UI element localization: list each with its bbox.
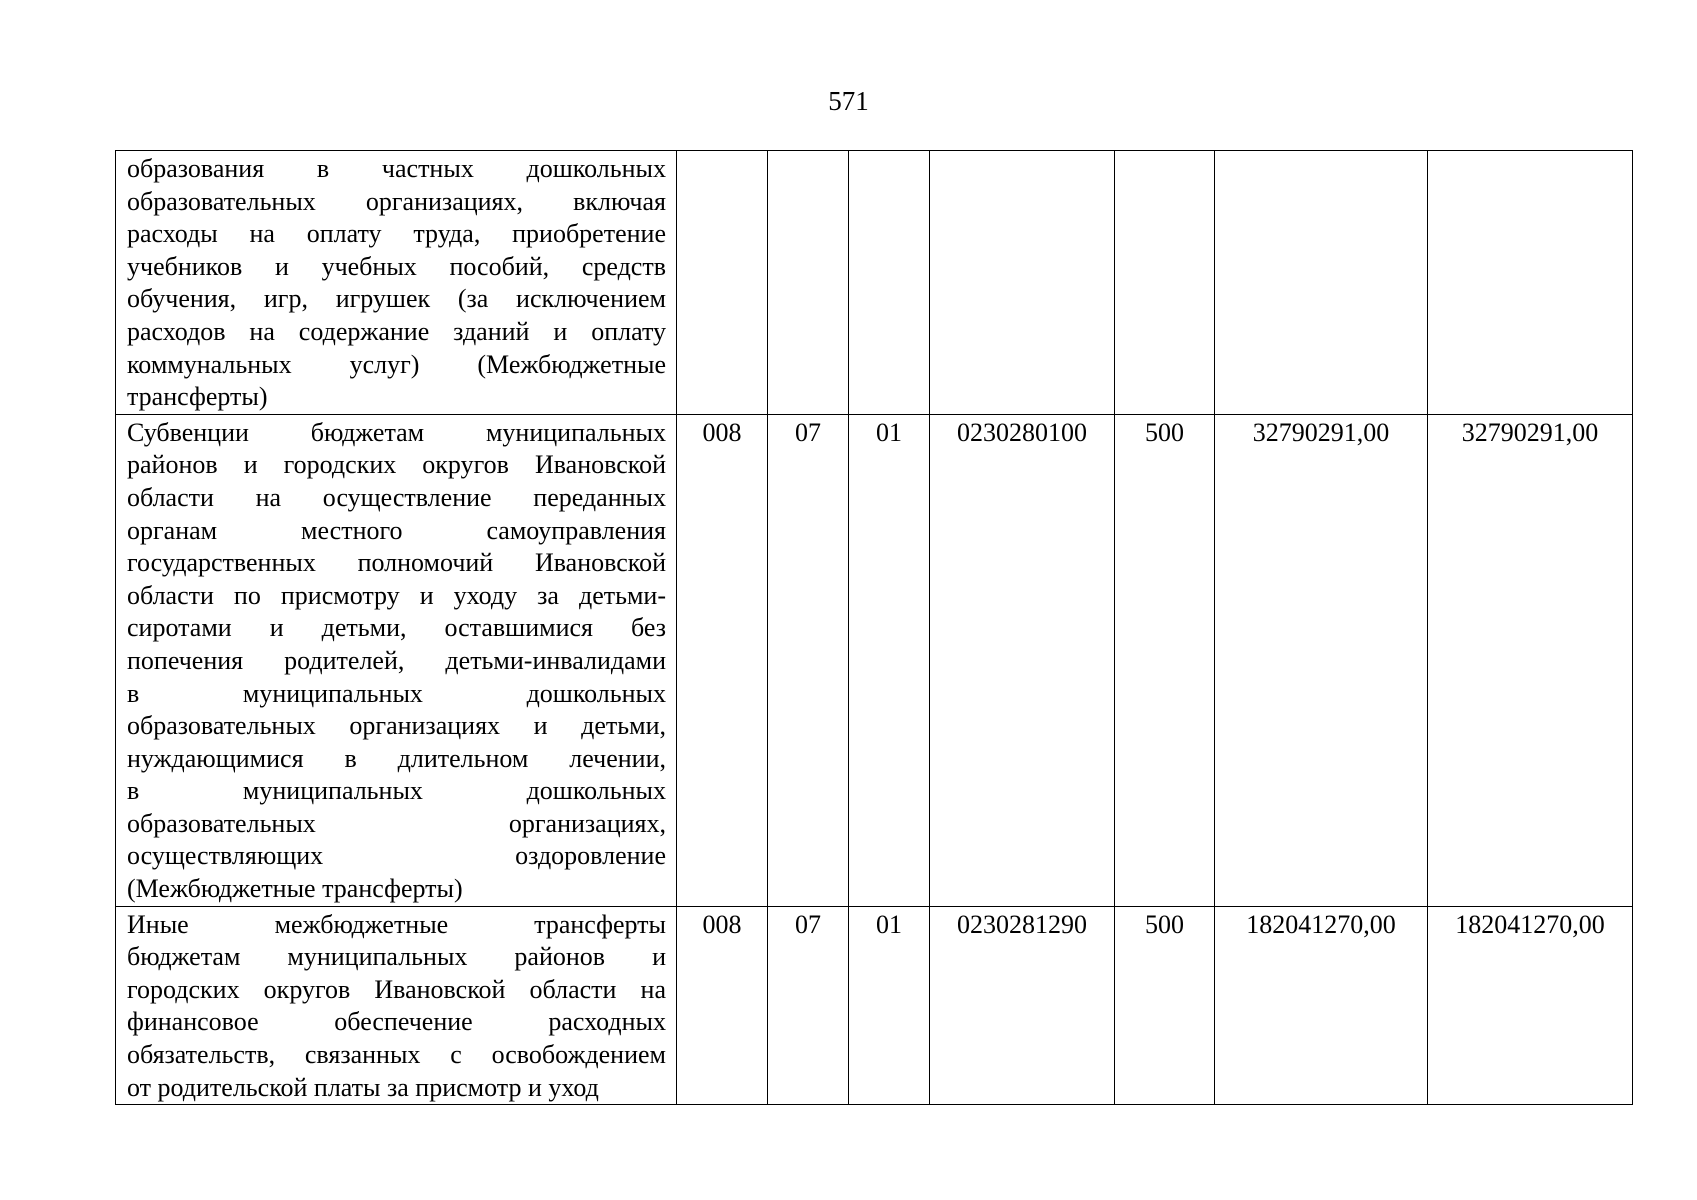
description-line: от родительской платы за присмотр и уход: [127, 1072, 599, 1102]
description-line: бюджетам муниципальных районов и: [127, 942, 666, 972]
description-line: области на осуществление переданных: [127, 482, 666, 512]
target-article-cell: 0230280100: [930, 414, 1115, 906]
amount-year1-cell: 182041270,00: [1215, 906, 1428, 1105]
page-number: 571: [828, 86, 869, 116]
description-line: образовательных организациях и детьми,: [127, 711, 666, 741]
section-code-cell: 07: [768, 414, 849, 906]
description-line: нуждающимися в длительном лечении,: [127, 743, 666, 773]
amount-year1-cell: [1215, 151, 1428, 415]
description-line: образовательных организациях,: [127, 808, 666, 838]
section-code-cell: [768, 151, 849, 415]
description-line: районов и городских округов Ивановской: [127, 450, 666, 480]
amount-year2-cell: 182041270,00: [1428, 906, 1633, 1105]
row-description: [116, 151, 677, 415]
amount-year2-cell: [1428, 151, 1633, 415]
description-line: органам местного самоуправления: [127, 515, 666, 545]
description-line: городских округов Ивановской области на: [127, 974, 666, 1004]
target-article-cell: [930, 151, 1115, 415]
description-line: расходов на содержание зданий и оплату: [127, 316, 666, 346]
subsection-code-cell: 01: [849, 906, 930, 1105]
description-line: в муниципальных дошкольных: [127, 678, 666, 708]
budget-table: [115, 150, 1633, 1105]
amount-year2-cell: 32790291,00: [1428, 414, 1633, 906]
description-line: образования в частных дошкольных: [127, 154, 666, 183]
subsection-code-cell: 01: [849, 414, 930, 906]
expense-type-cell: 500: [1115, 906, 1215, 1105]
description-line: Субвенции бюджетам муниципальных: [127, 417, 666, 447]
description-line: попечения родителей, детьми-инвалидами: [127, 645, 666, 675]
description-line: государственных полномочий Ивановской: [127, 548, 666, 578]
ministry-code-cell: 008: [677, 906, 768, 1105]
description-line: обучения, игр, игрушек (за исключением: [127, 284, 666, 314]
ministry-code-cell: 008: [677, 414, 768, 906]
row-description: [116, 906, 677, 1105]
row-description: [116, 414, 677, 906]
section-code-cell: 07: [768, 906, 849, 1105]
table-row: [116, 906, 1633, 1105]
description-line: обязательств, связанных с освобождением: [127, 1040, 666, 1070]
description-line: финансовое обеспечение расходных: [127, 1007, 666, 1037]
description-line: (Межбюджетные трансферты): [127, 874, 463, 904]
description-line: сиротами и детьми, оставшимися без: [127, 613, 666, 643]
expense-type-cell: 500: [1115, 414, 1215, 906]
description-line: трансферты): [127, 382, 268, 412]
description-line: в муниципальных дошкольных: [127, 776, 666, 806]
table-body: [116, 151, 1633, 1105]
table-row: [116, 414, 1633, 906]
description-line: коммунальных услуг) (Межбюджетные: [127, 349, 666, 379]
description-line: учебников и учебных пособий, средств: [127, 251, 666, 281]
description-line: Иные межбюджетные трансферты: [127, 909, 666, 939]
description-line: осуществляющих оздоровление: [127, 841, 666, 871]
description-line: образовательных организациях, включая: [127, 186, 666, 216]
description-line: области по присмотру и уходу за детьми-: [127, 580, 666, 610]
ministry-code-cell: [677, 151, 768, 415]
description-line: расходы на оплату труда, приобретение: [127, 219, 666, 249]
amount-year1-cell: 32790291,00: [1215, 414, 1428, 906]
subsection-code-cell: [849, 151, 930, 415]
target-article-cell: 0230281290: [930, 906, 1115, 1105]
table-row: [116, 151, 1633, 415]
expense-type-cell: [1115, 151, 1215, 415]
